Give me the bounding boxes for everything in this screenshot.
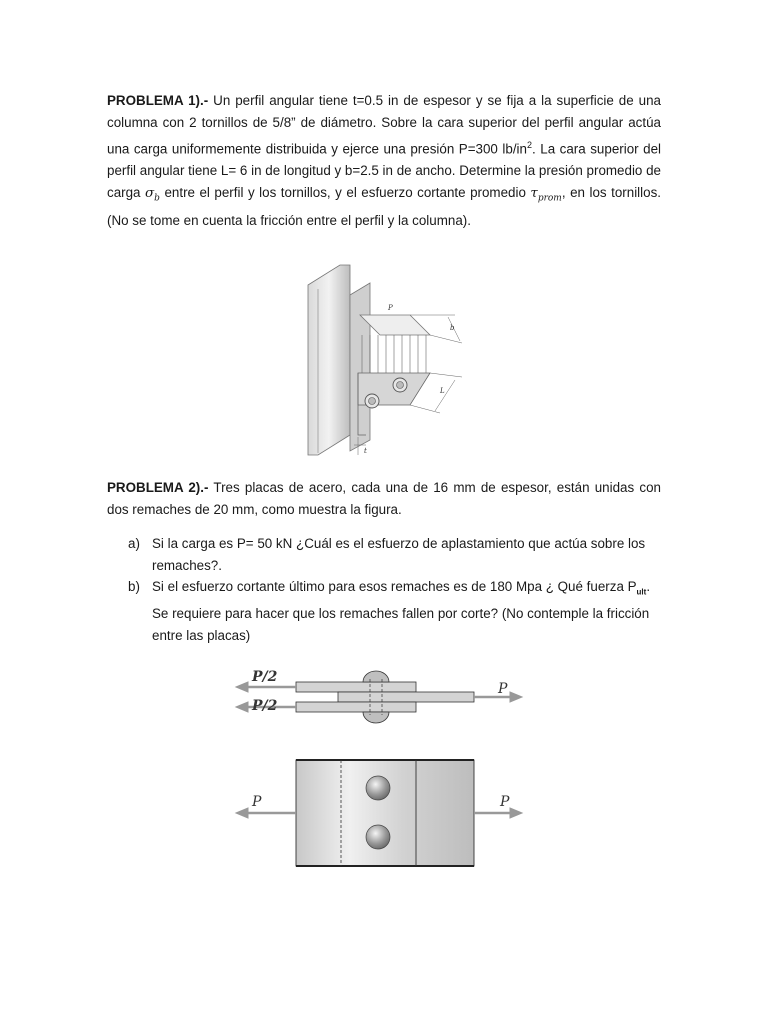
- problem-1-paragraph: [107, 90, 661, 232]
- label-l: L: [440, 387, 445, 395]
- label-p-right-top-view: P: [500, 794, 510, 810]
- plate-overlap-top-view: [296, 760, 474, 866]
- tau-symbol: $\tau_{prom}$: [530, 186, 562, 205]
- problem-1-heading: PROBLEMA 1).-: [107, 93, 209, 108]
- label-p-half-bottom: P/2: [252, 698, 278, 714]
- problem-2-heading: PROBLEMA 2).-: [107, 480, 209, 495]
- label-p-left: P: [252, 794, 262, 810]
- figure-angle-bracket: [290, 255, 480, 465]
- column-back-flange: [308, 265, 350, 455]
- problem-1-superscript: 2: [526, 140, 532, 150]
- rivet-head-top: [363, 671, 389, 682]
- rivet-head-bottom: [363, 712, 389, 723]
- arrow-p-right-top-view: [474, 808, 522, 818]
- list-item-a: a) Si la carga es P= 50 kN ¿Cuál es el esfuerzo de aplastamiento que actúa sobre los remaches?.: [128, 536, 646, 573]
- label-t: t: [364, 447, 367, 455]
- angle-top-face: [360, 315, 430, 335]
- problem-2-text: Tres placas de acero, cada una de 16 mm de espesor, están unidas con dos remaches de 20 mm, como muestra la figura.: [107, 480, 661, 517]
- figure-rivet-top-view: [230, 755, 530, 870]
- label-p-right: P: [498, 681, 508, 697]
- rivet-1-top-view: [366, 776, 390, 800]
- column-front: [350, 283, 370, 451]
- middle-plate: [338, 692, 474, 702]
- problem-2-list: [128, 533, 668, 646]
- label-p: P: [388, 304, 393, 312]
- problem-2-paragraph: [107, 477, 661, 521]
- list-item-b: b) Si el esfuerzo cortante último para esos remaches es de 180 Mpa ¿ Qué fuerza $P_{ult}$. Se requiere para hacer que los remaches fallen por corte? (No contemple la fricción entre las placas): [128, 579, 651, 643]
- top-plate: [296, 682, 416, 692]
- label-b: b: [450, 324, 455, 332]
- problem-1-text-a: Un perfil angular tiene t=0.5 in de espesor y se fija a la superficie de una columna con 2 tornillos de 5/8” de diámetro. Sobre la cara superior del perfil angular actúa una carga uniformemente distribuida y ejerce una presión P=300 lb/in: [107, 93, 661, 157]
- arrow-p-left: [236, 808, 296, 818]
- rivet-2-top-view: [366, 825, 390, 849]
- sigma-symbol: $\sigma_b$: [145, 186, 160, 205]
- problem-1-text-d: , en los tornillos. (No se tome en cuenta la fricción entre el perfil y la columna).: [107, 185, 661, 229]
- label-p-half-top: P/2: [252, 669, 278, 685]
- problem-1-text-b: . La cara superior del perfil angular tiene L= 6 in de longitud y b=2.5 in de ancho. Determine la presión promedio de carga: [107, 141, 661, 201]
- figure-rivet-side-view: [230, 665, 530, 735]
- problem-1-text-c: entre el perfil y los tornillos, y el esfuerzo cortante promedio: [159, 185, 531, 201]
- bottom-plate: [296, 702, 416, 712]
- distributed-load-arrows: [362, 335, 426, 373]
